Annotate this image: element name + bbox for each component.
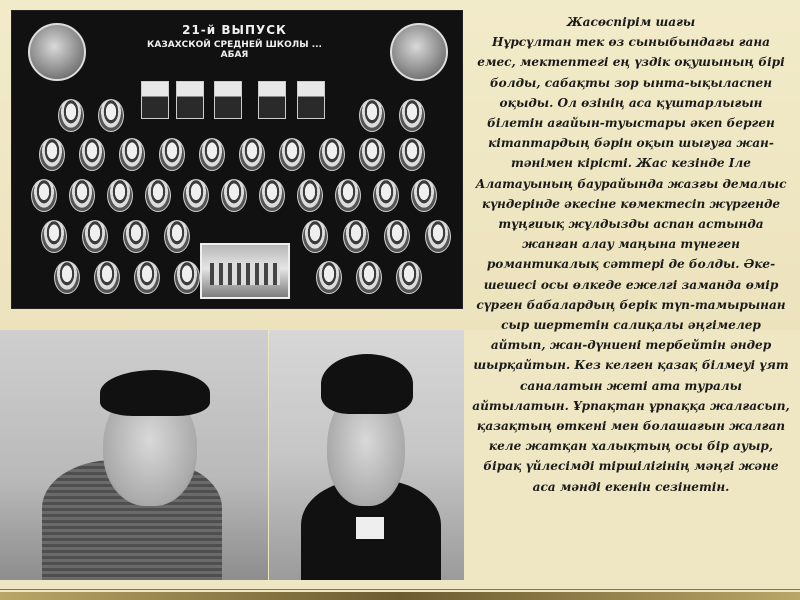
student-portrait [31,179,57,212]
student-portrait [359,99,385,132]
student-portrait [425,220,451,253]
student-portrait [94,261,120,294]
student-portrait [221,179,247,212]
student-portrait [279,138,305,171]
teacher-photo [176,81,204,119]
hair-shape [100,370,210,416]
portrait-young-man-sweater [0,330,268,580]
student-portrait [297,179,323,212]
student-portrait [41,220,67,253]
student-portrait [319,138,345,171]
student-portrait [396,261,422,294]
student-portrait [174,261,200,294]
student-portrait [82,220,108,253]
teacher-photo [141,81,169,119]
biographical-text: Жасөспірім шағы Нұрсұлтан тек өз сыныбындағы ғана емес, мектептегі ең үздік оқушының бірі болды, сабақты зор ынта-ықыласпен оқыды. Ол өзінің аса құштарлығын білетін ағайын-туыстары әкеп берген кітаптардың бәрін оқып шығуға жан-тәнімен кірісті. Жас кезінде Іле Алатауының баурайында жазғы демалыс күндерінде әкесіне көмектесіп жүргенде тұңғиық жұлдызды аспан астында жанған алау маңына түнеген романтикалық сәттері де болды. Әке-шешесі осы өлкеде ежелгі заманда өмір сүрген бабалардың берік түп-тамырынан сыр шертетін салиқалы әңгімелер айтып, жан-дүниені тербейтін әндер шырқайтын. Кез келген қазақ білмеуі ұят саналатын жеті ата туралы айтылатын. Ұрпақтан ұрпаққа жалғасып, қазақтың өткені мен болашағын жалғап келе жатқан халықтың осы бір ауыр, бірақ үйлесімді тіршілігінің мәңгі және аса мәнді екенін сезінетін. [472,15,790,494]
teacher-photo [258,81,286,119]
teacher-photo [297,81,325,119]
student-portrait [356,261,382,294]
student-portrait [58,99,84,132]
student-portrait [183,179,209,212]
student-portrait [39,138,65,171]
student-portrait [259,179,285,212]
student-portrait [69,179,95,212]
student-portrait [411,179,437,212]
student-portrait [134,261,160,294]
class-photo [11,10,463,309]
student-portrait [359,138,385,171]
student-portrait [123,220,149,253]
student-portrait [119,138,145,171]
teacher-photo [214,81,242,119]
student-portrait [373,179,399,212]
right-medallion-emblem [390,23,448,81]
class-photo-header [147,23,322,77]
left-medallion-portrait [28,23,86,81]
student-portrait [316,261,342,294]
student-portrait [79,138,105,171]
student-portrait [159,138,185,171]
student-portrait [98,99,124,132]
school-building-photo [200,243,290,299]
class-photo-header-line-2: КАЗАХСКОЙ СРЕДНЕЙ ШКОЛЫ ... АБАЯ [147,40,322,60]
portrait-young-man-suit [269,330,464,580]
slide-footer-line [0,592,800,600]
student-portrait [199,138,225,171]
student-portrait [335,179,361,212]
student-portrait [145,179,171,212]
student-portrait [399,99,425,132]
class-photo-header-line-1: 21-й ВЫПУСК [182,23,287,37]
hair-shape [321,354,413,414]
student-portrait [164,220,190,253]
student-portrait [107,179,133,212]
student-portrait [239,138,265,171]
student-portrait [302,220,328,253]
student-portrait [54,261,80,294]
student-portrait [384,220,410,253]
shirt-collar [356,517,384,539]
student-portrait [343,220,369,253]
student-portrait [399,138,425,171]
